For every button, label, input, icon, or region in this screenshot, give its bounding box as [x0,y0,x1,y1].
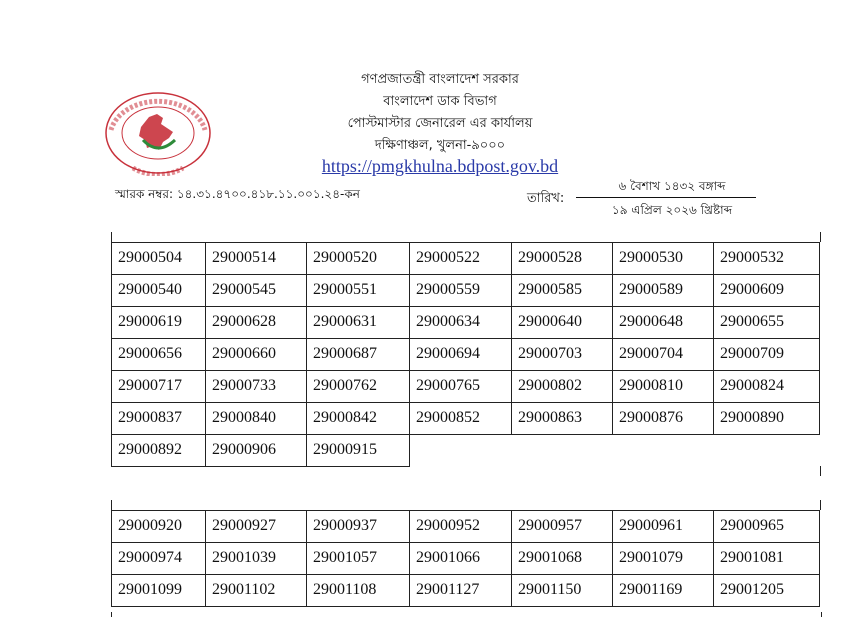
table-cell: 29000802 [512,371,613,403]
table2-left-tick [111,500,112,510]
table-cell: 29001108 [307,575,410,607]
table-cell: 29000589 [613,275,714,307]
table-cell: 29001079 [613,543,714,575]
table-cell: 29000609 [714,275,820,307]
table-cell: 29000551 [307,275,410,307]
table-cell: 29000876 [613,403,714,435]
table-cell: 29000545 [206,275,307,307]
table-row [112,511,820,543]
table-cell: 29000514 [206,243,307,275]
table1-left-tick [111,232,112,242]
date-bangla: ৬ বৈশাখ ১৪৩২ বঙ্গাব্দ [618,179,726,193]
table-cell: 29000920 [112,511,206,543]
table-cell: 29000965 [714,511,820,543]
table-cell: 29000504 [112,243,206,275]
table-cell: 29001169 [613,575,714,607]
table-row [112,543,820,575]
table-row [112,275,820,307]
table-row [112,243,820,275]
header-department-line: বাংলাদেশ ডাক বিভাগ [383,94,497,109]
government-seal-logo [103,90,213,176]
table-cell: 29000628 [206,307,307,339]
table-cell: 29000840 [206,403,307,435]
table-cell: 29000824 [714,371,820,403]
table-empty-cell [410,435,820,467]
table-cell: 29000937 [307,511,410,543]
table-cell: 29000842 [307,403,410,435]
table-cell: 29001068 [512,543,613,575]
table-cell: 29000522 [410,243,512,275]
table-cell: 29000520 [307,243,410,275]
table-cell: 29000655 [714,307,820,339]
table-cell: 29000559 [410,275,512,307]
header-website-link[interactable]: https://pmgkhulna.bdpost.gov.bd [321,156,559,176]
table-cell: 29000952 [410,511,512,543]
table-cell: 29000648 [613,307,714,339]
table-cell: 29000585 [512,275,613,307]
table-cell: 29001039 [206,543,307,575]
table-row [112,307,820,339]
table-cell: 29000640 [512,307,613,339]
table-cell: 29001066 [410,543,512,575]
table-cell: 29000709 [714,339,820,371]
table-cell: 29001102 [206,575,307,607]
number-table-2 [111,510,820,607]
table-cell: 29000890 [714,403,820,435]
date-label: তারিখ: [527,191,565,206]
table-cell: 29000619 [112,307,206,339]
table-cell: 29000703 [512,339,613,371]
table-cell: 29001150 [512,575,613,607]
table-cell: 29000717 [112,371,206,403]
table-cell: 29000906 [206,435,307,467]
table-cell: 29000765 [410,371,512,403]
table-cell: 29000927 [206,511,307,543]
table-cell: 29000634 [410,307,512,339]
table-cell: 29000631 [307,307,410,339]
number-table-1 [111,242,820,467]
table-cell: 29000957 [512,511,613,543]
table-cell: 29000687 [307,339,410,371]
header-government-line: গণপ্রজাতন্ত্রী বাংলাদেশ সরকার [361,72,519,87]
table-cell: 29000694 [410,339,512,371]
table-cell: 29000528 [512,243,613,275]
table-cell: 29000852 [410,403,512,435]
table-cell: 29000810 [613,371,714,403]
table-cell: 29000656 [112,339,206,371]
table-cell: 29000961 [613,511,714,543]
table-cell: 29000837 [112,403,206,435]
table-cell: 29000762 [307,371,410,403]
table-cell: 29001057 [307,543,410,575]
table-cell: 29000974 [112,543,206,575]
table-cell: 29000532 [714,243,820,275]
table-cell: 29000915 [307,435,410,467]
table-row [112,371,820,403]
table-row [112,575,820,607]
table-cell: 29001081 [714,543,820,575]
table-cell: 29001205 [714,575,820,607]
table-cell: 29000704 [613,339,714,371]
table-row [112,339,820,371]
table-cell: 29001127 [410,575,512,607]
table-row [112,403,820,435]
table-row [112,435,820,467]
table-cell: 29000540 [112,275,206,307]
memo-number: স্মারক নম্বর: ১৪.৩১.৪৭০০.৪১৮.১১.০০১.২৪-কন [115,187,360,201]
table1-right-tick [820,232,821,242]
table-cell: 29000530 [613,243,714,275]
date-gregorian: ১৯ এপ্রিল ২০২৬ খ্রিষ্টাব্দ [611,203,733,217]
header-office-line: পোস্টমাস্টার জেনারেল এর কার্যালয় [347,116,533,131]
table-cell: 29001099 [112,575,206,607]
table-cell: 29000863 [512,403,613,435]
table-cell: 29000892 [112,435,206,467]
table2-cutoff-row [111,612,822,617]
table-cell: 29000733 [206,371,307,403]
date-divider [576,197,756,198]
header-region-line: দক্ষিণাঞ্চল, খুলনা-৯০০০ [374,138,506,153]
table1-bottom-right-tick [820,466,821,476]
table2-right-tick [820,500,821,510]
table-cell: 29000660 [206,339,307,371]
